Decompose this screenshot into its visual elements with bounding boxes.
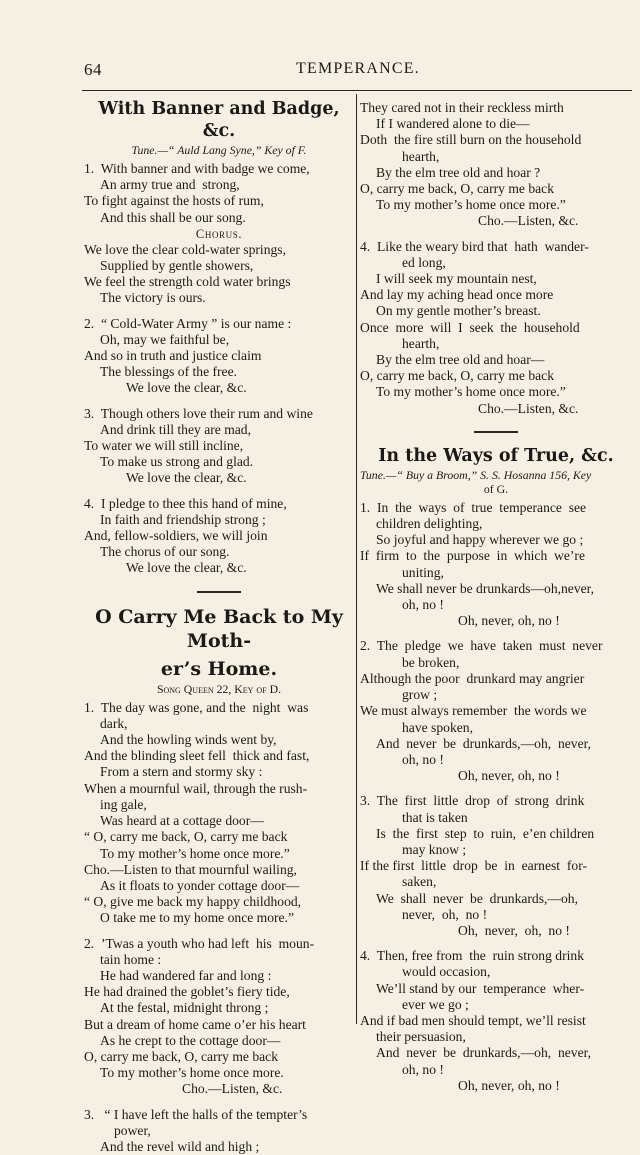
verse-line: 4. I pledge to thee this hand of mine, (84, 495, 287, 511)
verse-line: We love the clear, &c. (126, 470, 247, 486)
verse-line: And so in truth and justice claim (84, 348, 262, 364)
verse-line: 4. Like the weary bird that hath wander- (360, 238, 589, 254)
verse (360, 239, 632, 417)
verse (84, 496, 354, 577)
verse-line: have spoken, (402, 719, 473, 735)
verse-line: We love the clear, &c. (126, 560, 247, 576)
verse-line: 4. Then, free from the ruin strong drink (360, 948, 584, 964)
verse-line: Supplied by gentle showers, (100, 258, 254, 274)
verse (84, 316, 354, 397)
left-column (84, 98, 354, 1155)
verse-line: 2. The pledge we have taken must never (360, 638, 603, 654)
verse-line: And drink till they are mad, (100, 421, 252, 437)
verse-line: And never be drunkards,—oh, never, (376, 735, 592, 751)
verse-line: To make us strong and glad. (100, 454, 254, 470)
verse-line: 2. “ Cold-Water Army ” is our name : (84, 315, 292, 331)
verse-line: O, carry me back, O, carry me back (84, 1048, 278, 1064)
verse-line: And never be drunkards,—oh, never, (376, 1045, 592, 1061)
verse-line: And, fellow-soldiers, we will join (84, 528, 268, 544)
verse-line: In faith and friendship strong ; (100, 511, 266, 527)
verse-line: The blessings of the free. (100, 364, 238, 380)
verse-line: Oh, never, oh, no ! (458, 613, 560, 629)
verse-line: The victory is ours. (100, 290, 206, 306)
verse-line: We love the clear, &c. (126, 380, 247, 396)
section-divider (197, 591, 241, 593)
verse-line: An army true and strong, (100, 177, 240, 193)
verse-line: We’ll stand by our temperance wher- (376, 980, 585, 996)
verse-line: To my mother’s home once more. (100, 1065, 284, 1081)
verse-line: Cho.—Listen, &c. (478, 400, 579, 416)
verse-line: ed long, (402, 254, 446, 270)
verse-line: 3. Though others love their rum and wine (84, 405, 313, 421)
verse (360, 500, 632, 630)
verse-line: Cho.—Listen, &c. (182, 1081, 283, 1097)
verse-line: would occasion, (402, 964, 491, 980)
verse (84, 161, 354, 226)
verse-line: Cho.—Listen to that mournful wailing, (84, 861, 297, 877)
verse-line: On my gentle mother’s breast. (376, 303, 541, 319)
verse-line: If firm to the purpose in which we’re (360, 548, 585, 564)
tune-line: Song Queen 22, Key of D. (156, 681, 282, 696)
verse-line: If I wandered alone to die— (376, 116, 530, 132)
verse-line: 3. The first little drop of strong drink (360, 793, 585, 809)
verse-line: O, carry me back, O, carry me back (360, 368, 554, 384)
verse-line: At the festal, midnight throng ; (100, 1000, 269, 1016)
verse-line: And this shall be our song. (100, 209, 246, 225)
verse-line: 1. With banner and with badge we come, (84, 161, 310, 176)
verse-line: that is taken (402, 809, 468, 825)
verse-line: Doth the fire still burn on the household (360, 132, 582, 148)
verse (360, 948, 632, 1094)
tune-line: Tune.—“ Auld Lang Syne,” Key of F. (131, 143, 307, 157)
verse (360, 638, 632, 784)
chorus (84, 242, 354, 307)
verse-line: And the revel wild and high ; (100, 1138, 260, 1154)
verse (84, 936, 354, 1098)
verse-line: oh, no ! (402, 1061, 444, 1077)
verse-line: Was heard at a cottage door— (100, 813, 264, 829)
verse-line: tain home : (100, 951, 162, 967)
verse-line: Once more will I seek the household (360, 319, 580, 335)
verse-line: We feel the strength cold water brings (84, 274, 291, 290)
verse-line: We shall never be drunkards,—oh, (376, 890, 579, 906)
verse-line: Cho.—Listen, &c. (478, 213, 579, 229)
verse-line: I will seek my mountain nest, (376, 271, 537, 287)
verse-line: children delighting, (376, 516, 483, 532)
page-number: 64 (84, 60, 102, 79)
verse-line: To fight against the hosts of rum, (84, 193, 264, 209)
chorus-label: Chorus. (195, 226, 243, 241)
running-head: TEMPERANCE. (296, 60, 420, 77)
verse-line: power, (114, 1122, 151, 1138)
verse-line: uniting, (402, 564, 444, 580)
verse-line: They cared not in their reckless mirth (360, 100, 564, 115)
verse-line: 1. The day was gone, and the night was (84, 699, 309, 715)
verse-line: He had drained the goblet’s fiery tide, (84, 984, 290, 1000)
verse-line: grow ; (402, 687, 438, 703)
tune-line: Tune.—“ Buy a Broom,” S. S. Hosanna 156, Key (360, 467, 592, 482)
column-divider (356, 94, 357, 1024)
section-divider (474, 431, 518, 433)
verse-line: By the elm tree old and hoar— (376, 352, 545, 368)
right-column (360, 100, 632, 1094)
verse-line: saken, (402, 874, 437, 890)
verse-line: oh, no ! (402, 597, 444, 613)
verse-line: Although the poor drunkard may angrier (360, 670, 585, 686)
verse-line: But a dream of home came o’er his heart (84, 1016, 306, 1032)
song-title-cont: er’s Home. (160, 657, 278, 680)
verse-line: We shall never be drunkards—oh,never, (376, 580, 595, 596)
verse-line: 1. In the ways of true temperance see (360, 499, 587, 515)
verse-line: Oh, never, oh, no ! (458, 768, 560, 784)
verse-line: So joyful and happy wherever we go ; (376, 532, 584, 548)
verse-line: By the elm tree old and hoar ? (376, 164, 541, 180)
verse-line: hearth, (402, 335, 440, 351)
verse-line: To my mother’s home once more.” (376, 384, 566, 400)
verse-line: 2. ’Twas a youth who had left his moun- (84, 935, 315, 951)
verse-line: We must always remember the words we (360, 703, 587, 719)
song-title: In the Ways of True, &c. (378, 445, 614, 466)
verse (84, 700, 354, 927)
verse-line: hearth, (402, 148, 440, 164)
verse-line: oh, no ! (402, 751, 444, 767)
verse (84, 1107, 354, 1155)
verse-line: And lay my aching head once more (360, 287, 554, 303)
verse-line: As he crept to the cottage door— (100, 1032, 281, 1048)
verse (360, 793, 632, 939)
verse (84, 406, 354, 487)
verse-line: If the first little drop be in earnest for- (360, 858, 587, 874)
verse-line: ing gale, (100, 796, 147, 812)
verse-line: To my mother’s home once more.” (100, 845, 290, 861)
song-title: With Banner and Badge, &c. (98, 99, 340, 141)
verse-line: When a mournful wail, through the rush- (84, 780, 308, 796)
song-title: O Carry Me Back to My Moth- (95, 605, 343, 652)
verse-line: We love the clear cold-water springs, (84, 241, 286, 257)
verse-line: To my mother’s home once more.” (376, 197, 566, 213)
verse-line: O take me to my home once more.” (100, 910, 295, 926)
verse-line: “ O, carry me back, O, carry me back (84, 829, 288, 845)
verse-line: “ O, give me back my happy childhood, (84, 894, 302, 910)
verse-line: 3. “ I have left the halls of the tempter’s (84, 1106, 308, 1122)
verse-line: As it floats to yonder cottage door— (100, 877, 300, 893)
verse-line: Oh, never, oh, no ! (458, 922, 570, 938)
verse-line: He had wandered far and long : (100, 967, 272, 983)
verse-line: The chorus of our song. (100, 544, 230, 560)
verse-line: And the blinding sleet fell thick and fast, (84, 748, 310, 764)
verse-line: Oh, never, oh, no ! (458, 1077, 560, 1093)
verse-line: And if bad men should tempt, we’ll resist (360, 1012, 586, 1028)
verse (360, 100, 632, 230)
verse-line: be broken, (402, 654, 460, 670)
verse-line: never, oh, no ! (402, 906, 488, 922)
top-rule (82, 90, 632, 91)
verse-line: Is the first step to ruin, e’en children (376, 825, 595, 841)
verse-line: ever we go ; (402, 996, 469, 1012)
verse-line: From a stern and stormy sky : (100, 764, 263, 780)
verse-line: To water we will still incline, (84, 438, 244, 454)
verse-line: dark, (100, 715, 128, 731)
tune-line-cont: of G. (483, 481, 509, 496)
verse-line: O, carry me back, O, carry me back (360, 181, 554, 197)
verse-line: And the howling winds went by, (100, 732, 277, 748)
verse-line: may know ; (402, 841, 467, 857)
verse-line: Oh, may we faithful be, (100, 331, 230, 347)
verse-line: their persuasion, (376, 1029, 466, 1045)
